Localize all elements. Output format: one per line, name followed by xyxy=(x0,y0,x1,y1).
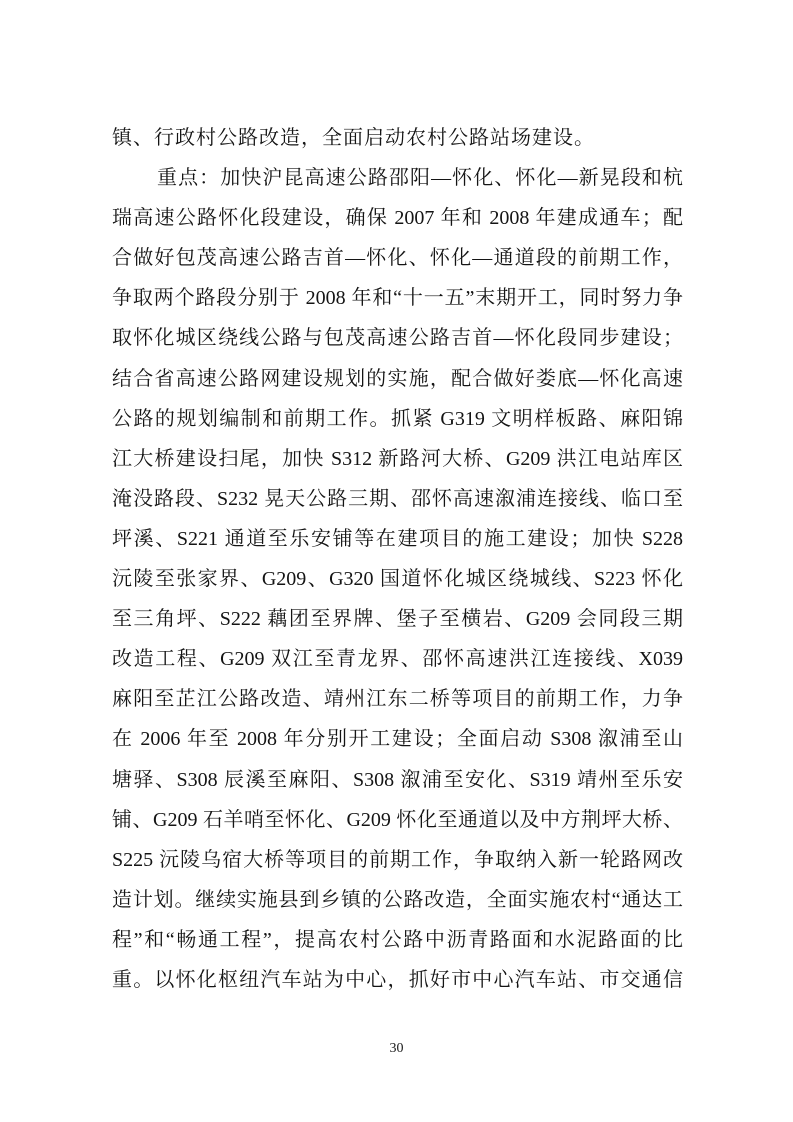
text-line: 瑞高速公路怀化段建设，确保 2007 年和 2008 年建成通车；配 xyxy=(112,207,683,230)
text-line: 取怀化城区绕线公路与包茂高速公路吉首—怀化段同步建设； xyxy=(112,327,683,350)
text-line: 程”和“畅通工程”，提高农村公路中沥青路面和水泥路面的比 xyxy=(112,928,683,951)
text-line: 公路的规划编制和前期工作。抓紧 G319 文明样板路、麻阳锦 xyxy=(112,407,683,430)
text-line: 麻阳至芷江公路改造、靖州江东二桥等项目的前期工作，力争 xyxy=(112,688,683,711)
body-text xyxy=(112,118,683,1000)
text-line: 合做好包茂高速公路吉首—怀化、怀化—通道段的前期工作， xyxy=(112,247,683,270)
text-line: 重。以怀化枢纽汽车站为中心，抓好市中心汽车站、市交通信 xyxy=(112,968,683,991)
text-line: 沅陵至张家界、G209、G320 国道怀化城区绕城线、S223 怀化 xyxy=(112,568,683,591)
text-line: 在 2006 年至 2008 年分别开工建设；全面启动 S308 溆浦至山 xyxy=(112,728,683,751)
text-line: 至三角坪、S222 藕团至界牌、堡子至横岩、G209 会同段三期 xyxy=(112,608,683,631)
text-line: 坪溪、S221 通道至乐安铺等在建项目的施工建设；加快 S228 xyxy=(112,527,683,550)
text-line: 争取两个路段分别于 2008 年和“十一五”末期开工，同时努力争 xyxy=(112,287,683,310)
page-number: 30 xyxy=(389,1041,404,1056)
text-line: 改造工程、G209 双江至青龙界、邵怀高速洪江连接线、X039 xyxy=(112,648,683,671)
text-line: 结合省高速公路网建设规划的实施，配合做好娄底—怀化高速 xyxy=(112,367,683,390)
text-line: S225 沅陵乌宿大桥等项目的前期工作，争取纳入新一轮路网改 xyxy=(112,848,683,871)
text-line: 铺、G209 石羊哨至怀化、G209 怀化至通道以及中方荆坪大桥、 xyxy=(112,808,683,831)
text-line: 重点：加快沪昆高速公路邵阳—怀化、怀化—新晃段和杭 xyxy=(157,167,683,190)
text-line: 造计划。继续实施县到乡镇的公路改造，全面实施农村“通达工 xyxy=(112,888,683,911)
text-line: 镇、行政村公路改造，全面启动农村公路站场建设。 xyxy=(112,127,595,149)
text-line: 江大桥建设扫尾，加快 S312 新路河大桥、G209 洪江电站库区 xyxy=(112,447,683,470)
text-line: 淹没路段、S232 晃天公路三期、邵怀高速溆浦连接线、临口至 xyxy=(112,487,683,510)
text-line: 塘驿、S308 辰溪至麻阳、S308 溆浦至安化、S319 靖州至乐安 xyxy=(112,768,683,791)
